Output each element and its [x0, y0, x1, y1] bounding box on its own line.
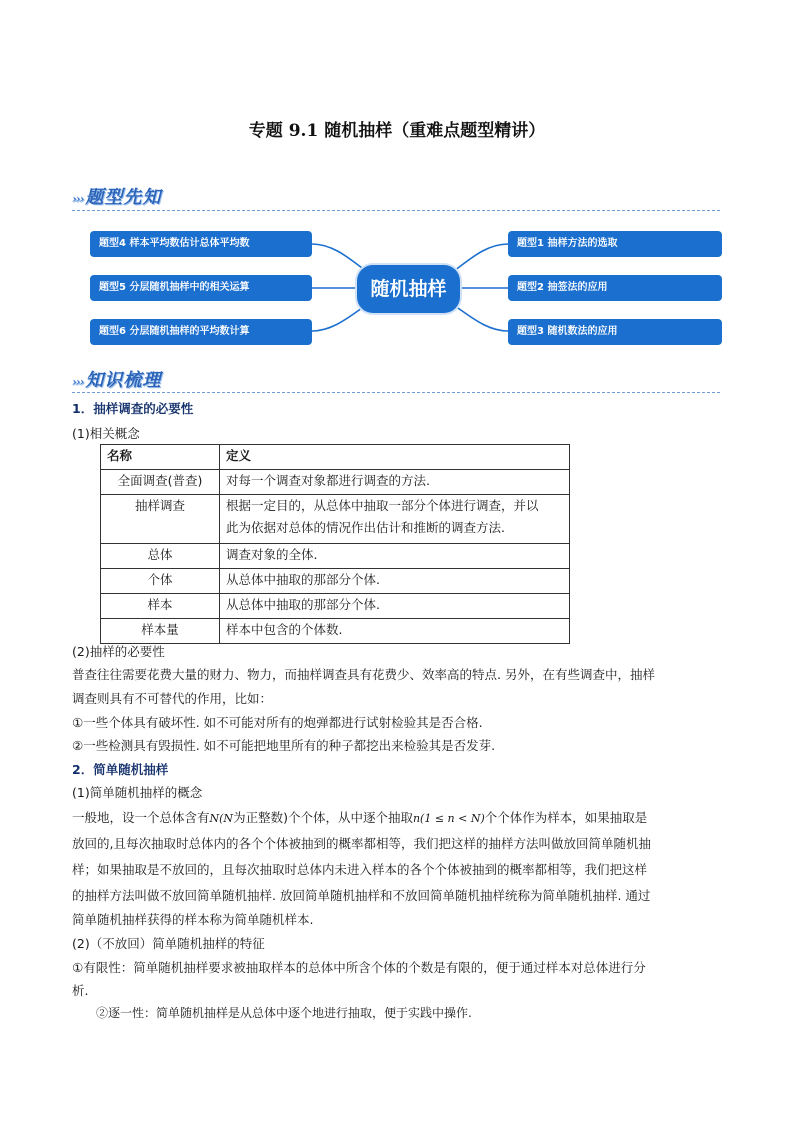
paragraph-line: ①有限性：简单随机抽样要求被抽取样本的总体中所含个体的个数是有限的，便于通过样本对总体进行分 — [72, 960, 646, 975]
paragraph-line: 析. — [72, 983, 89, 998]
table-cell: 抽样调查 — [101, 495, 220, 544]
table-row — [101, 569, 570, 594]
paragraph-line: 一般地，设一个总体含有N(N为正整数)个个体，从中逐个抽取n(1 ≤ n < N)个个体作为样本，如果抽取是 — [72, 810, 648, 825]
divider — [72, 392, 720, 393]
table-cell: 全面调查(普查) — [101, 470, 220, 495]
table-cell: 样本 — [101, 594, 220, 619]
subheading: (1)相关概念 — [72, 426, 140, 441]
table-cell: 样本量 — [101, 619, 220, 644]
section-heading: 2．简单随机抽样 — [72, 762, 169, 777]
table-row — [101, 594, 570, 619]
table-cell-line: 此为依据对总体的情况作出估计和推断的调查方法. — [226, 520, 505, 535]
table-header-row — [101, 445, 570, 470]
table-cell — [220, 495, 570, 544]
paragraph-line: ②逐一性：简单随机抽样是从总体中逐个地进行抽取，便于实践中操作. — [96, 1006, 472, 1020]
mindmap-node-left-3: 题型6 分层随机抽样的平均数计算 — [90, 319, 312, 345]
mindmap-node-right-1: 题型1 抽样方法的选取 — [508, 231, 722, 257]
paragraph-line: 简单随机抽样获得的样本称为简单随机样本. — [72, 912, 314, 927]
table-cell: 总体 — [101, 544, 220, 569]
section-banner-knowledge — [72, 366, 161, 392]
table-cell: 从总体中抽取的那部分个体. — [220, 569, 570, 594]
mindmap-node-right-2: 题型2 抽签法的应用 — [508, 275, 722, 301]
paragraph-line: 调查则具有不可替代的作用，比如： — [72, 691, 273, 706]
paragraph-line: 放回的,且每次抽取时总体内的各个个体被抽到的概率都相等，我们把这样的抽样方法叫做放回简单随机抽 — [72, 836, 651, 851]
paragraph-line: 样；如果抽取是不放回的，且每次抽取时总体内未进入样本的各个个体被抽到的概率都相等，我们把这样 — [72, 862, 648, 877]
table-cell: 调查对象的全体. — [220, 544, 570, 569]
mindmap-node-left-1: 题型4 样本平均数估计总体平均数 — [90, 231, 312, 257]
math-N: N(N — [209, 812, 234, 825]
table-cell: 样本中包含的个体数. — [220, 619, 570, 644]
table-header: 定义 — [220, 445, 570, 470]
paragraph-line: 普查往往需要花费大量的财力、物力，而抽样调查具有花费少、效率高的特点. 另外，在有些调查中，抽样 — [72, 667, 655, 682]
mindmap-node-right-3: 题型3 随机数法的应用 — [508, 319, 722, 345]
paragraph-line: ②一些检测具有毁损性. 如不可能把地里所有的种子都挖出来检验其是否发芽. — [72, 738, 496, 753]
table-row — [101, 619, 570, 644]
table-cell-line: 根据一定目的，从总体中抽取一部分个体进行调查，并以 — [226, 498, 539, 513]
banner-text: 题型先知 — [85, 187, 162, 208]
page-title: 专题 9.1 随机抽样（重难点题型精讲） — [248, 121, 546, 141]
mindmap-node-left-2: 题型5 分层随机抽样中的相关运算 — [90, 275, 312, 301]
table-row — [101, 495, 570, 544]
paragraph-line: ①一些个体具有破坏性. 如不可能对所有的炮弹都进行试射检验其是否合格. — [72, 715, 483, 730]
paragraph-line: 的抽样方法叫做不放回简单随机抽样. 放回简单随机抽样和不放回简单随机抽样统称为简单随机抽样. 通过 — [72, 888, 651, 903]
section-heading: 1．抽样调查的必要性 — [72, 401, 194, 416]
definition-table — [100, 444, 570, 644]
subheading: (2)（不放回）简单随机抽样的特征 — [72, 936, 265, 951]
banner-text: 知识梳理 — [85, 370, 162, 391]
table-cell: 从总体中抽取的那部分个体. — [220, 594, 570, 619]
table-cell: 个体 — [101, 569, 220, 594]
math-n-range: n(1 ≤ n < N) — [412, 812, 485, 825]
mindmap-center: 随机抽样 — [357, 265, 460, 313]
banner-arrows-icon: ››› — [72, 192, 84, 206]
table-cell: 对每一个调查对象都进行调查的方法. — [220, 470, 570, 495]
table-row — [101, 470, 570, 495]
banner-arrows-icon: ››› — [72, 375, 84, 389]
subheading: (1)简单随机抽样的概念 — [72, 785, 203, 800]
table-header: 名称 — [101, 445, 220, 470]
table-row — [101, 544, 570, 569]
subheading: (2)抽样的必要性 — [72, 644, 165, 659]
